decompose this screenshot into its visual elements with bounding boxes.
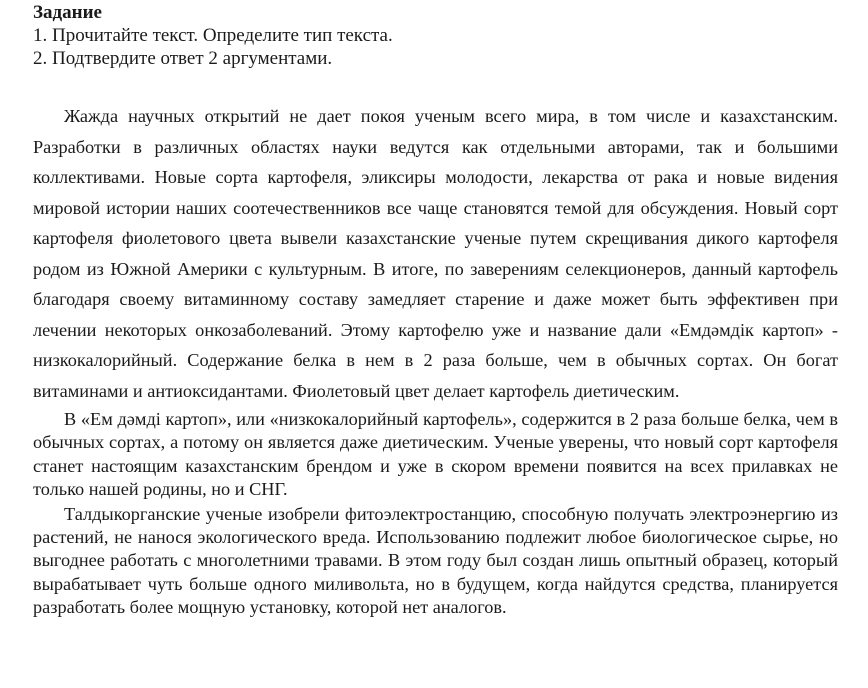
task-heading: Задание <box>33 2 102 23</box>
task-item-2: 2. Подтвердите ответ 2 аргументами. <box>33 48 333 69</box>
text-paragraph-1: Жажда научных открытий не дает покоя ученым всего мира, в том числе и казахстанским. Разработки в различных областях науки ведутся как отдельными авторами, так и большими коллективами. Новые сорта картофеля, эликсиры молодости, лекарства от рака и новые видения мировой истории наших соотечественников все чаще становятся темой для обсуждения. Новый сорт картофеля фиолетового цвета вывели казахстанские ученые путем скрещивания дикого картофеля родом из Южной Америки с культурным. В итоге, по заверениям селекционеров, данный картофель благодаря своему витаминному составу замедляет старение и даже может быть эффективен при лечении некоторых онкозаболеваний. Этому картофелю уже и название дали «Емдәмдік картоп» - низкокалорийный. Содержание белка в нем в 2 раза больше, чем в обычных сортах. Он богат витаминами и антиоксидантами. Фиолетовый цвет делает картофель диетическим. <box>33 106 838 401</box>
text-paragraph-3: Талдыкорганские ученые изобрели фитоэлектростанцию, способную получать электроэнергию из растений, не нанося экологического вреда. Использованию подлежит любое биологическое сырье, но выгоднее работать с многолетними травами. В этом году был создан лишь опытный образец, который вырабатывает чуть больше одного миливольта, но в будущем, когда найдутся средства, планируется разработать более мощную установку, которой нет аналогов. <box>33 503 838 618</box>
spacer <box>33 70 838 101</box>
text-paragraph-2: В «Ем дәмді картоп», или «низкокалорийный картофель», содержится в 2 раза больше белка, чем в обычных сортах, а потому он является даже диетическим. Ученые уверены, что новый сорт картофеля станет настоящим казахстанским брендом и уже в скором времени появится на всех прилавках не только нашей родины, но и СНГ. <box>33 409 838 500</box>
document-page <box>0 2 868 688</box>
task-item-1: 1. Прочитайте текст. Определите тип текста. <box>33 25 393 46</box>
